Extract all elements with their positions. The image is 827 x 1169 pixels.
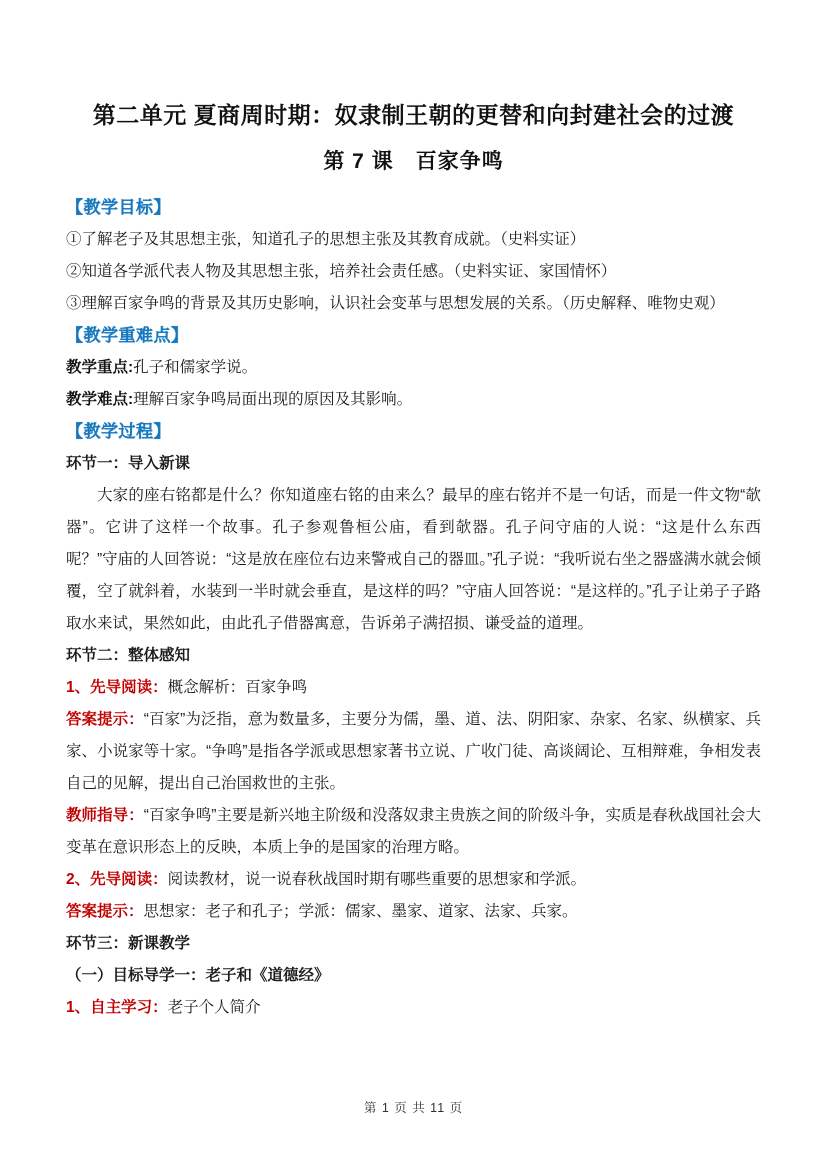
answer2-label: 答案提示： — [66, 903, 144, 920]
section-header-key-points: 【教学重难点】 — [66, 326, 189, 345]
answer1-label: 答案提示： — [66, 711, 144, 728]
selfstudy-text: 老子个人简介 — [167, 999, 261, 1016]
unit-title: 第二单元 夏商周时期：奴隶制王朝的更替和向封建社会的过渡 — [92, 102, 735, 128]
teacher-guide-text: “百家争鸣”主要是新兴地主阶级和没落奴隶主贵族之间的阶级斗争，实质是春秋战国社会大变革在意识形态上的反映，本质上争的是国家的治理方略。 — [66, 807, 761, 856]
reading1-text: 概念解析：百家争鸣 — [167, 679, 308, 696]
objective-item-2: ②知道各学派代表人物及其思想主张，培养社会责任感。（史料实证、家国情怀） — [66, 263, 617, 280]
teaching-focus-label: 教学重点: — [66, 359, 134, 376]
page-number-footer: 第 1 页 共 11 页 — [363, 1101, 464, 1115]
selfstudy-line — [66, 992, 761, 1024]
goal1-title: （一）目标导学一：老子和《道德经》 — [66, 967, 330, 984]
reading1-label: 1、先导阅读： — [66, 679, 168, 696]
teaching-focus-line — [66, 352, 761, 384]
answer1-paragraph — [66, 704, 761, 800]
section-header-objectives: 【教学目标】 — [66, 198, 171, 217]
teaching-difficulty-line — [66, 384, 761, 416]
objective-item-1: ①了解老子及其思想主张，知道孔子的思想主张及其教育成就。（史料实证） — [66, 231, 586, 248]
teacher-guide-paragraph — [66, 800, 761, 864]
reading2-line — [66, 864, 761, 896]
teaching-difficulty-text: 理解百家争鸣局面出现的原因及其影响。 — [133, 391, 413, 408]
step1-intro-paragraph: 大家的座右铭都是什么？你知道座右铭的由来么？最早的座右铭并不是一句话，而是一件文物“欹器”。它讲了这样一个故事。孔子参观鲁桓公庙，看到欹器。孔子问守庙的人说：“这是什么东西呢？”守庙的人回答说：“这是放在座位右边来警戒自己的器皿。”孔子说：“我听说右坐之器盛满水就会倾覆，空了就斜着，水装到一半时就会垂直，是这样的吗？”守庙人回答说：“是这样的。”孔子让弟子子路取水来试，果然如此，由此孔子借器寓意，告诉弟子满招损、谦受益的道理。 — [66, 487, 761, 632]
step3-title: 环节三：新课教学 — [66, 935, 191, 952]
selfstudy-label: 1、自主学习： — [66, 999, 168, 1016]
teacher-guide-label: 教师指导： — [66, 807, 144, 824]
answer2-line — [66, 896, 761, 928]
reading2-text: 阅读教材，说一说春秋战国时期有哪些重要的思想家和学派。 — [167, 871, 587, 888]
step2-title: 环节二：整体感知 — [66, 647, 191, 664]
teaching-difficulty-label: 教学难点: — [66, 391, 134, 408]
answer1-text: “百家”为泛指，意为数量多，主要分为儒，墨、道、法、阴阳家、杂家、名家、纵横家、兵家、小说家等十家。“争鸣”是指各学派或思想家著书立说、广收门徒、高谈阔论、互相辩难，争相发表自己的见解，提出自己治国救世的主张。 — [66, 711, 761, 792]
section-header-process: 【教学过程】 — [66, 422, 171, 441]
reading2-label: 2、先导阅读： — [66, 871, 168, 888]
reading1-line — [66, 672, 761, 704]
teaching-focus-text: 孔子和儒家学说。 — [133, 359, 258, 376]
answer2-text: 思想家：老子和孔子；学派：儒家、墨家、道家、法家、兵家。 — [143, 903, 578, 920]
lesson-title: 第 7 课 百家争鸣 — [323, 150, 504, 173]
step1-title: 环节一：导入新课 — [66, 455, 191, 472]
objective-item-3: ③理解百家争鸣的背景及其历史影响，认识社会变革与思想发展的关系。（历史解释、唯物史观） — [66, 295, 725, 312]
